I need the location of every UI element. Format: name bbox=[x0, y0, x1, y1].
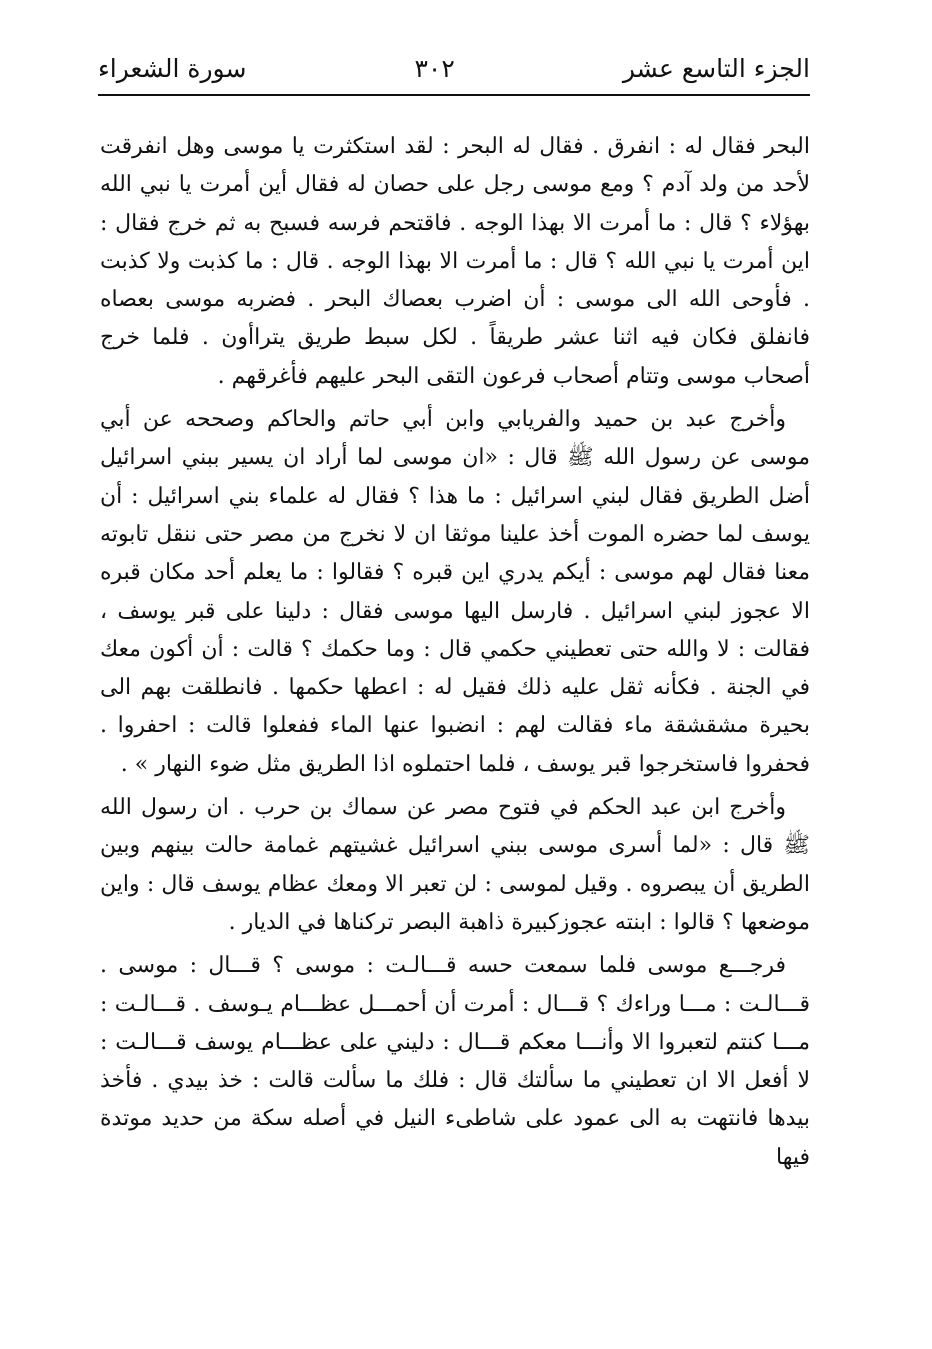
paragraph: البحر فقال له : انفرق . فقال له البحر : لقد استكثرت يا موسى وهل انفرقت لأحد من ولد آدم ؟ ومع موسى رجل على حصان له فقال أين أمرت يا نبي الله بهؤلاء ؟ قال : ما أمرت الا بهذا الوجه . فاقتحم فرسه فسبح به ثم خرج فقال : اين أمرت يا نبي الله ؟ قال : ما أمرت الا بهذا الوجه . قال : ما كذبت ولا كذبت . فأوحى الله الى موسى : أن اضرب بعصاك البحر . فضربه موسى بعصاه فانفلق فكان فيه اثنا عشر طريقاً . لكل سبط طريق يتراأون . فلما خرج أصحاب موسى وتتام أصحاب فرعون التقى البحر عليهم فأغرقهم . bbox=[100, 134, 810, 389]
page-number: ٣٠٢ bbox=[414, 53, 455, 83]
surah-title: سورة الشعراء bbox=[98, 53, 247, 83]
page-header bbox=[98, 48, 810, 88]
paragraph: وأخرج عبد بن حميد والفريابي وابن أبي حاتم والحاكم وصححه عن أبي موسى عن رسول الله ﷺ قال : «ان موسى لما أراد ان يسير ببني اسرائيل أضل الطريق فقال لبني اسرائيل : ما هذا ؟ فقال له علماء بني اسرائيل : أن يوسف لما حضره الموت أخذ علينا موثقا ان لا نخرج من مصر حتى ننقل تابوته معنا فقال لهم موسى : أيكم يدري اين قبره ؟ فقالوا : ما يعلم أحد مكان قبره الا عجوز لبني اسرائيل . فارسل اليها موسى فقال : دلينا على قبر يوسف ، فقالت : لا والله حتى تعطيني حكمي قال : وما حكمك ؟ قالت : أن أكون معك في الجنة . فكأنه ثقل عليه ذلك فقيل له : اعطها حكمها . فانطلقت بهم الى بحيرة مشقشقة ماء فقالت لهم : انضبوا عنها الماء ففعلوا قالت : احفروا . فحفروا فاستخرجوا قبر يوسف ، فلما احتملوه اذا الطريق مثل ضوء النهار » . bbox=[100, 407, 810, 777]
juz-title: الجزء التاسع عشر bbox=[622, 53, 810, 83]
header-divider bbox=[98, 94, 810, 96]
paragraph: وأخرج ابن عبد الحكم في فتوح مصر عن سماك بن حرب . ان رسول الله ﷺ قال : «لما أسرى موسى ببني اسرائيل غشيتهم غمامة حالت بينهم وبين الطريق أن يبصروه . وقيل لموسى : لن تعبر الا ومعك عظام يوسف قال : واين موضعها ؟ قالوا : ابنته عجوزكبيرة ذاهبة البصر تركناها في الديار . bbox=[100, 795, 810, 935]
page-body bbox=[100, 128, 810, 1182]
paragraph: فرجـــع موسى فلما سمعت حسه قـــالـت : موسى ؟ قـــال : موسى . قـــالـت : مـــا وراءك ؟ قـــال : أمرت أن أحمـــل عظـــام يـوسف . قـــالـت : مـــا كنتم لتعبروا الا وأنـــا معكم قـــال : دليني على عظـــام يوسف قـــالـت : لا أفعل الا ان تعطيني ما سألتك قال : فلك ما سألت قالت : خذ بيدي . فأخذ بيدها فانتهت به الى عمود على شاطىء النيل في أصله سكة من حديد موتدة فيها bbox=[100, 953, 810, 1170]
